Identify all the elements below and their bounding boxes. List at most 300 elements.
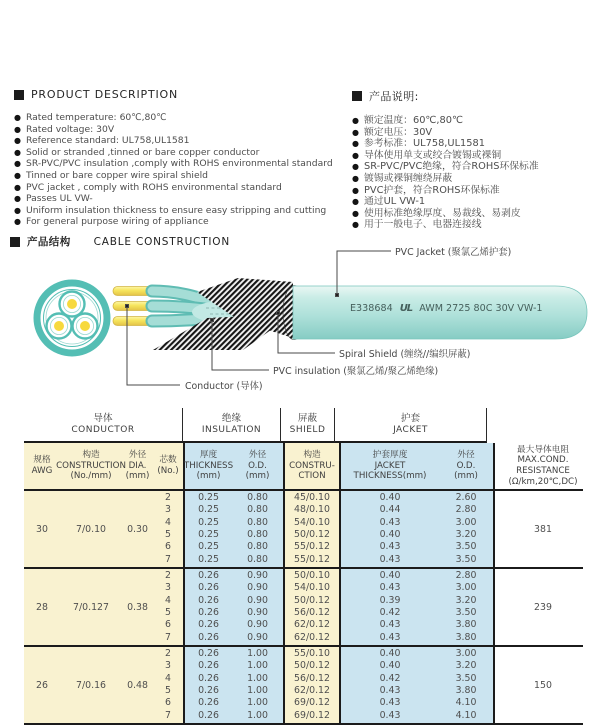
column-header-line: 护套厚度 (372, 450, 408, 461)
cell-insulation-thickness (185, 491, 232, 567)
group-header-en: INSULATION (201, 424, 262, 435)
cell-cores-value: 4 (165, 516, 171, 528)
body-block-insulation (185, 569, 285, 645)
body-block-jacket (341, 491, 495, 567)
header-block-shield (285, 443, 341, 489)
column-header-insulation-0 (185, 443, 232, 489)
column-header-line: CONSTRUCTION (56, 460, 126, 471)
group-header-cn: 导体 (93, 413, 113, 424)
cable-construction-title-en: CABLE CONSTRUCTION (93, 235, 231, 248)
bullet-icon: ● (14, 159, 21, 169)
column-header-line: (mm) (454, 471, 478, 482)
description-item-text: PVC jacket , comply with ROHS environmental standard (25, 181, 282, 193)
description-cn-item-text: 用于一般电子、电器连接线 (363, 219, 482, 231)
cell-jacket-thickness-value: 0.39 (379, 594, 401, 606)
bullet-icon: ● (352, 220, 359, 230)
description-cn-item (352, 173, 600, 185)
column-header-line: 最大导体电阻 (516, 444, 570, 455)
bullet-icon: ● (352, 116, 359, 125)
cell-jacket-thickness-value: 0.40 (379, 660, 401, 672)
cell-jacket-od (439, 647, 493, 723)
cell-jacket-od-value: 3.20 (455, 529, 477, 541)
cell-construction: 7/0.127 (73, 601, 109, 613)
group-header-en: JACKET (393, 424, 428, 435)
cell-insulation-od (232, 647, 283, 723)
body-block-conductor (24, 569, 185, 645)
column-header-line: (Ω/km,20℃,DC) (508, 476, 578, 487)
bullet-icon: ● (352, 197, 359, 207)
cell-diameter: 0.38 (127, 601, 148, 613)
awg-group-26 (24, 647, 583, 725)
cell-cores-value: 5 (165, 685, 171, 697)
cell-shield-construction-value: 62/0.12 (294, 631, 330, 643)
description-cn-item (352, 185, 600, 197)
cell-shield-construction-value: 56/0.12 (294, 607, 330, 619)
column-header-line: (No.) (157, 466, 179, 476)
cell-cores-value: 3 (165, 660, 171, 672)
cell-insulation-od-value: 0.90 (247, 631, 268, 643)
cell-shield-construction-value: 50/0.12 (294, 660, 330, 672)
column-header-line: 构造 (303, 450, 321, 461)
description-cn-item (352, 115, 600, 127)
cell-jacket-thickness-value: 0.43 (379, 685, 401, 697)
cell-cores-value: 2 (165, 570, 171, 582)
cell-jacket-od-value: 4.10 (455, 709, 477, 721)
cell-jacket-thickness-value: 0.42 (379, 672, 401, 684)
awg-group-28 (24, 569, 583, 647)
column-header-line: RESISTANCE (516, 466, 570, 476)
jacket-print-text: AWM 2725 80C 30V VW-1 (419, 303, 543, 314)
cell-resistance: 239 (534, 601, 552, 613)
description-item (14, 193, 349, 205)
cell-shield-construction (285, 491, 339, 567)
cell-insulation-od-value: 1.00 (247, 685, 268, 697)
group-header-en: CONDUCTOR (71, 424, 135, 435)
bullet-icon: ● (352, 127, 359, 137)
description-cn-item-text: 通过UL VW-1 (363, 196, 426, 208)
cell-awg: 28 (36, 601, 48, 613)
cell-jacket-od (439, 491, 493, 567)
cell-cores (153, 647, 183, 723)
cell-shield-construction-value: 54/0.10 (294, 582, 330, 594)
cell-jacket-thickness-value: 0.43 (379, 541, 401, 553)
description-item-text: Passes UL VW- (25, 193, 93, 205)
bullet-icon: ● (352, 162, 359, 172)
group-header-en: SHIELD (289, 424, 326, 435)
bullet-icon: ● (14, 170, 21, 180)
description-item (14, 182, 349, 194)
jacket-print-e-number: E338684 (350, 303, 393, 314)
header-block-conductor (24, 443, 185, 489)
cell-insulation-od-value: 0.90 (247, 619, 268, 631)
column-header-conductor-1 (56, 443, 126, 489)
cable-diagram (0, 248, 603, 400)
awg-group-30 (24, 491, 583, 569)
column-header-line: (No./mm) (70, 471, 112, 482)
cell-jacket-thickness-value: 0.43 (379, 582, 401, 594)
cell-insulation-thickness-value: 0.26 (198, 582, 219, 594)
cell-jacket-od-value: 3.20 (455, 660, 477, 672)
product-description-cn-list (352, 115, 600, 231)
cell-shield-construction (285, 647, 339, 723)
cell-jacket-od-value: 3.80 (455, 631, 477, 643)
product-description-cn-title-text: 产品说明: (369, 90, 419, 103)
cell-cores-value: 2 (165, 492, 171, 504)
cell-jacket-thickness (341, 569, 439, 645)
column-header-line: (mm) (125, 471, 150, 482)
cell-cores (153, 491, 183, 567)
cell-jacket-od-value: 3.80 (455, 685, 477, 697)
cell-jacket-od-value: 3.50 (455, 553, 477, 565)
cell-cores-value: 5 (165, 529, 171, 541)
cell-resistance: 150 (534, 679, 552, 691)
body-block-jacket (341, 569, 495, 645)
cell-jacket-od-value: 3.00 (455, 648, 477, 660)
cell-jacket-od-value: 3.50 (455, 607, 477, 619)
cell-insulation-thickness-value: 0.26 (198, 607, 219, 619)
cell-cores-value: 5 (165, 607, 171, 619)
bullet-icon: ● (14, 217, 21, 227)
group-header-cn: 护套 (400, 413, 421, 424)
cell-shield-construction-value: 50/0.12 (294, 594, 330, 606)
bullet-icon: ● (352, 139, 359, 149)
cell-diameter: 0.30 (127, 523, 148, 535)
description-cn-item-text: 额定温度：60℃,80℃ (363, 115, 464, 126)
column-header-conductor-3 (153, 443, 183, 489)
cell-insulation-od-value: 0.90 (247, 570, 268, 582)
cell-shield-construction-value: 48/0.10 (294, 504, 330, 516)
body-block-resistance (495, 491, 591, 567)
cell-jacket-od-value: 3.00 (455, 516, 477, 528)
cell-shield-construction-value: 50/0.10 (294, 570, 330, 582)
description-cn-item (352, 196, 600, 208)
column-header-line: 规格 (33, 455, 51, 466)
description-item (14, 135, 349, 147)
body-block-jacket (341, 647, 495, 723)
column-header-line: 外径 (248, 450, 267, 461)
bullet-icon: ● (14, 194, 21, 204)
cell-jacket-thickness-value: 0.40 (379, 529, 401, 541)
cell-shield-construction-value: 56/0.12 (294, 672, 330, 684)
cell-insulation-thickness-value: 0.25 (198, 516, 219, 528)
column-header-line: AWG (31, 466, 53, 476)
description-cn-item-text: 参考标准：UL758,UL1581 (363, 138, 485, 150)
header-block-resistance (495, 443, 591, 489)
body-block-insulation (185, 647, 285, 723)
cell-jacket-thickness-value: 0.40 (379, 648, 401, 660)
cell-insulation-od-value: 0.80 (247, 541, 268, 553)
cell-jacket-thickness-value: 0.43 (379, 553, 401, 565)
cell-insulation-od (232, 491, 283, 567)
column-header-line: 厚度 (199, 450, 218, 461)
product-description-cn-section (352, 88, 600, 231)
column-header-line: (mm) (245, 471, 270, 482)
cell-shield-construction-value: 55/0.10 (294, 648, 330, 660)
cell-insulation-od-value: 1.00 (247, 697, 268, 709)
description-cn-item (352, 127, 600, 139)
cell-shield-construction-value: 62/0.12 (294, 619, 330, 631)
cell-insulation-od-value: 0.90 (247, 594, 268, 606)
cell-jacket-thickness (341, 491, 439, 567)
pvc-jacket-label: PVC Jacket (聚氯乙烯护套) (395, 247, 512, 258)
body-block-resistance (495, 647, 591, 723)
cell-cores-value: 7 (165, 709, 171, 721)
column-header-line: O.D. (456, 460, 476, 471)
jacket-print (350, 303, 565, 314)
bullet-icon: ● (352, 173, 359, 183)
cell-insulation-od-value: 0.80 (247, 516, 268, 528)
cell-insulation-od-value: 0.80 (247, 529, 268, 541)
description-item-text: For general purpose wiring of appliance (25, 216, 209, 228)
cell-insulation-thickness (185, 647, 232, 723)
cell-jacket-od-value: 3.80 (455, 619, 477, 631)
bullet-icon: ● (14, 124, 21, 134)
cell-cores (153, 569, 183, 645)
description-item-text: SR-PVC/PVC insulation ,comply with ROHS environmental standard (25, 158, 333, 170)
product-description-cn-title (352, 88, 600, 104)
cell-shield-construction-value: 69/0.12 (294, 697, 330, 709)
cell-insulation-thickness-value: 0.26 (198, 594, 219, 606)
square-bullet-icon (352, 91, 362, 101)
body-block-shield (285, 647, 341, 723)
cell-insulation-thickness-value: 0.26 (198, 660, 219, 672)
column-header-line: DIA. (128, 460, 147, 471)
product-description-title-text: PRODUCT DESCRIPTION (31, 88, 179, 101)
cell-insulation-od-value: 0.90 (247, 582, 268, 594)
column-header-conductor-0 (24, 443, 60, 489)
bullet-icon: ● (14, 113, 21, 122)
cell-cores-value: 4 (165, 594, 171, 606)
cell-insulation-thickness-value: 0.25 (198, 529, 219, 541)
spec-table (24, 408, 583, 725)
cell-insulation-thickness-value: 0.26 (198, 631, 219, 643)
group-header-cn: 绝缘 (221, 413, 242, 424)
cell-jacket-thickness-value: 0.40 (379, 570, 401, 582)
product-description-list (14, 112, 349, 228)
cell-insulation-thickness-value: 0.25 (198, 504, 219, 516)
bullet-icon: ● (14, 205, 21, 215)
cell-cores-value: 4 (165, 672, 171, 684)
description-cn-item (352, 208, 600, 220)
description-item (14, 147, 349, 159)
cell-cores-value: 7 (165, 553, 171, 565)
cell-shield-construction-value: 50/0.12 (294, 529, 330, 541)
cell-cores-value: 3 (165, 504, 171, 516)
cell-jacket-thickness-value: 0.43 (379, 709, 401, 721)
cell-insulation-thickness-value: 0.25 (198, 541, 219, 553)
cell-shield-construction (285, 569, 339, 645)
description-cn-item-text: 导体使用单支或绞合镀锡或裸铜 (363, 149, 502, 161)
column-header-line: (mm) (196, 471, 221, 482)
cell-jacket-thickness-value: 0.40 (379, 492, 401, 504)
column-header-line: 芯数 (159, 455, 177, 466)
cell-cores-value: 6 (165, 541, 171, 553)
cell-shield-construction-value: 55/0.12 (294, 553, 330, 565)
description-item-text: Uniform insulation thickness to ensure easy stripping and cutting (25, 204, 327, 216)
product-description-title (14, 88, 349, 101)
description-item (14, 112, 349, 124)
description-item-text: Tinned or bare copper wire spiral shield (25, 169, 208, 181)
cell-insulation-thickness-value: 0.26 (198, 697, 219, 709)
cell-jacket-thickness-value: 0.43 (379, 697, 401, 709)
cell-jacket-od-value: 3.00 (455, 582, 477, 594)
header-block-jacket (341, 443, 495, 489)
conductor-label: Conductor (导体) (185, 381, 263, 392)
cell-jacket-od-value: 2.80 (455, 570, 477, 582)
description-cn-item (352, 219, 600, 231)
square-bullet-icon (10, 237, 20, 247)
column-header-line: THICKNESS (183, 460, 234, 471)
cell-insulation-od-value: 0.80 (247, 492, 268, 504)
description-cn-item-text: SR-PVC/PVC绝缘，符合ROHS环保标准 (363, 161, 539, 173)
cell-shield-construction-value: 54/0.10 (294, 516, 330, 528)
column-header-resistance-0 (495, 443, 591, 489)
bullet-icon: ● (14, 182, 21, 192)
cell-insulation-od-value: 1.00 (247, 648, 268, 660)
cell-cores-value: 7 (165, 631, 171, 643)
cell-insulation-thickness-value: 0.26 (198, 570, 219, 582)
bullet-icon: ● (352, 185, 359, 195)
cell-cores-value: 2 (165, 648, 171, 660)
cell-insulation-thickness-value: 0.25 (198, 492, 219, 504)
cell-cores-value: 3 (165, 582, 171, 594)
cell-jacket-od-value: 3.20 (455, 594, 477, 606)
description-cn-item-text: 镀锡或裸铜缠绕屏蔽 (363, 172, 453, 184)
cell-jacket-thickness-value: 0.42 (379, 607, 401, 619)
group-header-cn: 屏蔽 (297, 413, 318, 424)
column-header-line: O.D. (248, 460, 267, 471)
cell-jacket-od-value: 2.80 (455, 504, 477, 516)
cell-cores-value: 6 (165, 619, 171, 631)
spiral-shield-label: Spiral Shield (缠绕//编织屏蔽) (339, 349, 471, 360)
product-description-section (14, 88, 349, 228)
cell-insulation-od (232, 569, 283, 645)
table-group-header-row (24, 408, 583, 443)
group-header-shield (281, 408, 335, 443)
pvc-insulation-label: PVC insulation (聚氯乙烯/聚乙烯绝缘) (273, 366, 439, 377)
cable-cross-section-icon (37, 283, 107, 353)
cell-awg: 30 (36, 523, 48, 535)
column-header-shield-0 (285, 443, 339, 489)
description-item-text: Rated voltage: 30V (25, 123, 115, 135)
description-cn-item-text: PVC护套，符合ROHS环保标准 (363, 184, 500, 196)
header-block-insulation (185, 443, 285, 489)
description-cn-item-text: 使用标准绝缘厚度、易裁线、易剥皮 (363, 207, 521, 219)
description-item (14, 170, 349, 182)
group-header-insulation (183, 408, 281, 443)
group-header-conductor (24, 408, 183, 443)
column-header-line: JACKET (374, 460, 406, 471)
table-column-header-row (24, 443, 583, 491)
cable-construction-title (10, 234, 230, 249)
cell-jacket-od (439, 569, 493, 645)
cell-insulation-thickness-value: 0.25 (198, 553, 219, 565)
cell-shield-construction-value: 62/0.12 (294, 685, 330, 697)
cell-insulation-od-value: 1.00 (247, 709, 268, 721)
cell-jacket-od-value: 2.60 (455, 492, 477, 504)
cell-jacket-od-value: 3.50 (455, 541, 477, 553)
cell-jacket-thickness-value: 0.43 (379, 516, 401, 528)
cell-jacket-od-value: 3.50 (455, 672, 477, 684)
column-header-line: CTION (298, 471, 326, 482)
cell-awg: 26 (36, 679, 48, 691)
cell-insulation-thickness-value: 0.26 (198, 685, 219, 697)
cable-construction-title-cn: 产品结构 (27, 236, 71, 248)
cell-resistance: 381 (534, 523, 552, 535)
cell-insulation-od-value: 1.00 (247, 672, 268, 684)
body-block-conductor (24, 491, 185, 567)
bullet-icon: ● (14, 147, 21, 157)
body-block-shield (285, 569, 341, 645)
cell-insulation-od-value: 0.80 (247, 504, 268, 516)
description-cn-item (352, 150, 600, 162)
cell-insulation-thickness-value: 0.26 (198, 648, 219, 660)
cell-insulation-od-value: 1.00 (247, 660, 268, 672)
ul-logo: UL (399, 303, 413, 314)
description-cn-item-text: 额定电压：30V (363, 126, 433, 138)
column-header-jacket-0 (341, 443, 439, 489)
description-item (14, 124, 349, 136)
column-header-line: THICKNESS(mm) (353, 471, 427, 482)
body-block-insulation (185, 491, 285, 567)
column-header-conductor-2 (122, 443, 153, 489)
column-header-line: 构造 (82, 450, 100, 461)
square-bullet-icon (14, 90, 24, 100)
cell-insulation-thickness (185, 569, 232, 645)
group-header-blank (487, 408, 583, 443)
description-item (14, 158, 349, 170)
bullet-icon: ● (14, 136, 21, 146)
column-header-jacket-1 (439, 443, 493, 489)
cell-insulation-od-value: 0.90 (247, 607, 268, 619)
column-header-line: 外径 (457, 450, 475, 461)
group-header-jacket (335, 408, 487, 443)
description-item-text: Solid or stranded ,tinned or bare copper conductor (25, 146, 260, 158)
cell-jacket-thickness-value: 0.43 (379, 619, 401, 631)
description-cn-item (352, 161, 600, 173)
cell-jacket-od-value: 4.10 (455, 697, 477, 709)
table-body (24, 491, 583, 725)
cell-insulation-od-value: 0.80 (247, 553, 268, 565)
cell-insulation-thickness-value: 0.26 (198, 672, 219, 684)
cell-jacket-thickness (341, 647, 439, 723)
cell-construction: 7/0.16 (76, 679, 106, 691)
bullet-icon: ● (352, 150, 359, 160)
cell-insulation-thickness-value: 0.26 (198, 619, 219, 631)
cell-cores-value: 6 (165, 697, 171, 709)
column-header-insulation-1 (232, 443, 283, 489)
bullet-icon: ● (352, 208, 359, 218)
description-item (14, 205, 349, 217)
cell-diameter: 0.48 (127, 679, 148, 691)
body-block-shield (285, 491, 341, 567)
description-item-text: Reference standard: UL758,UL1581 (25, 135, 190, 147)
description-item (14, 216, 349, 228)
column-header-line: MAX.COND. (517, 455, 569, 466)
cell-shield-construction-value: 69/0.12 (294, 709, 330, 721)
description-item-text: Rated temperature: 60℃,80℃ (25, 112, 167, 123)
column-header-line: 外径 (128, 450, 147, 461)
body-block-conductor (24, 647, 185, 723)
cell-shield-construction-value: 45/0.10 (294, 492, 330, 504)
cell-insulation-thickness-value: 0.26 (198, 709, 219, 721)
cell-jacket-thickness-value: 0.44 (379, 504, 401, 516)
body-block-resistance (495, 569, 591, 645)
column-header-line: CONSTRU- (289, 460, 335, 471)
description-cn-item (352, 138, 600, 150)
cell-shield-construction-value: 55/0.12 (294, 541, 330, 553)
cell-jacket-thickness-value: 0.43 (379, 631, 401, 643)
